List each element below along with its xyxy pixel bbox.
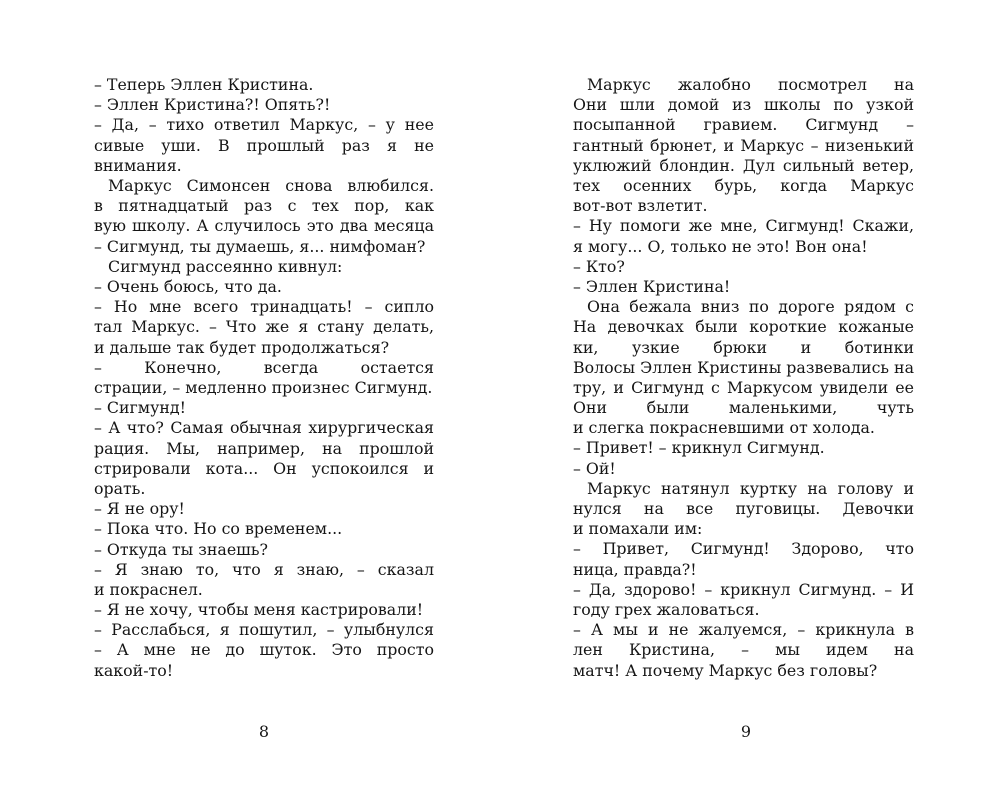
text-line: – Откуда ты знаешь? xyxy=(94,539,268,559)
text-line: – Сигмунд, ты думаешь, я... нимфоман? xyxy=(94,236,426,256)
text-line: вот-вот взлетит. xyxy=(573,196,708,216)
text-line: орать. xyxy=(94,478,146,498)
text-line: Они шли домой из школы по узкой xyxy=(573,95,914,115)
text-line: тру, и Сигмунд с Маркусом увидели ее xyxy=(573,377,914,397)
text-line: Они были маленькими, чуть xyxy=(573,398,914,418)
text-line: Сигмунд рассеянно кивнул: xyxy=(108,256,343,276)
text-line: Маркус Симонсен снова влюбился. xyxy=(108,175,434,195)
text-line: я могу... О, только не это! Вон она! xyxy=(573,236,868,256)
text-line: – Привет, Сигмунд! Здорово, что xyxy=(573,539,914,559)
text-line: внимания. xyxy=(94,155,182,175)
text-line: – Эллен Кристина?! Опять?! xyxy=(94,95,331,115)
text-line: Волосы Эллен Кристины развевались на xyxy=(573,357,914,377)
text-line: Маркус жалобно посмотрел на xyxy=(587,75,914,94)
text-line: – Кто? xyxy=(573,256,625,276)
left-page-text xyxy=(94,75,434,681)
text-line: – А что? Самая обычная хирургическая xyxy=(94,418,434,438)
text-line: – Конечно, всегда остается xyxy=(94,357,434,377)
text-line: – Я знаю то, что я знаю, – сказал xyxy=(94,559,434,579)
text-line: вую школу. А случилось это два месяца xyxy=(94,216,434,236)
text-line: сивые уши. В прошлый раз я не xyxy=(94,135,434,155)
text-line: – Я не хочу, чтобы меня кастрировали! xyxy=(94,600,424,620)
text-line: лен Кристина, – мы идем на xyxy=(573,640,914,660)
text-line: тал Маркус. – Что же я стану делать, xyxy=(94,317,434,337)
text-line: уклюжий блондин. Дул сильный ветер, xyxy=(573,155,914,175)
text-line: году грех жаловаться. xyxy=(573,600,760,620)
text-line: и помахали им: xyxy=(573,519,703,539)
text-line: – Очень боюсь, что да. xyxy=(94,276,282,296)
text-line: – А мы и не жалуемся, – крикнула в xyxy=(573,620,914,640)
text-line: – А мне не до шуток. Это просто xyxy=(94,640,434,660)
text-line: матч! А почему Маркус без головы? xyxy=(573,660,878,680)
text-line: – Но мне всего тринадцать! – сипло xyxy=(94,297,434,317)
text-line: и покраснел. xyxy=(94,579,203,599)
text-line: – Теперь Эллен Кристина. xyxy=(94,75,314,94)
text-line: – Привет! – крикнул Сигмунд. xyxy=(573,438,825,458)
right-page-number: 9 xyxy=(740,722,752,741)
text-line: – Ну помоги же мне, Сигмунд! Скажи, xyxy=(573,216,914,236)
text-line: и дальше так будет продолжаться? xyxy=(94,337,390,357)
text-line: ница, правда?! xyxy=(573,559,697,579)
text-line: посыпанной гравием. Сигмунд – xyxy=(573,115,914,135)
text-line: страции, – медленно произнес Сигмунд. xyxy=(94,377,433,397)
text-line: в пятнадцатый раз с тех пор, как xyxy=(94,196,434,216)
right-page-text xyxy=(573,75,914,681)
text-line: – Да, здорово! – крикнул Сигмунд. – И xyxy=(573,579,914,599)
text-line: Маркус натянул куртку на голову и xyxy=(587,478,914,498)
text-line: Она бежала вниз по дороге рядом с xyxy=(587,297,914,317)
text-line: – Я не ору! xyxy=(94,499,185,519)
text-line: тех осенних бурь, когда Маркус xyxy=(573,175,914,195)
text-line: ки, узкие брюки и ботинки xyxy=(573,337,914,357)
text-line: На девочках были короткие кожаные xyxy=(573,317,914,337)
text-line: – Ой! xyxy=(573,458,616,478)
text-line: и слегка покрасневшими от холода. xyxy=(573,418,875,438)
text-line: стрировали кота... Он успокоился и xyxy=(94,458,434,478)
text-line: гантный брюнет, и Маркус – низенький xyxy=(573,135,914,155)
text-line: – Эллен Кристина! xyxy=(573,276,731,296)
text-line: нулся на все пуговицы. Девочки xyxy=(573,499,914,519)
text-line: рация. Мы, например, на прошлой xyxy=(94,438,434,458)
text-line: – Пока что. Но со временем... xyxy=(94,519,343,539)
text-line: какой-то! xyxy=(94,660,174,680)
right-page xyxy=(500,0,1000,788)
left-page-number: 8 xyxy=(258,722,270,741)
text-line: – Да, – тихо ответил Маркус, – у нее xyxy=(94,115,434,135)
text-line: – Расслабься, я пошутил, – улыбнулся xyxy=(94,620,434,640)
text-line: – Сигмунд! xyxy=(94,398,186,418)
